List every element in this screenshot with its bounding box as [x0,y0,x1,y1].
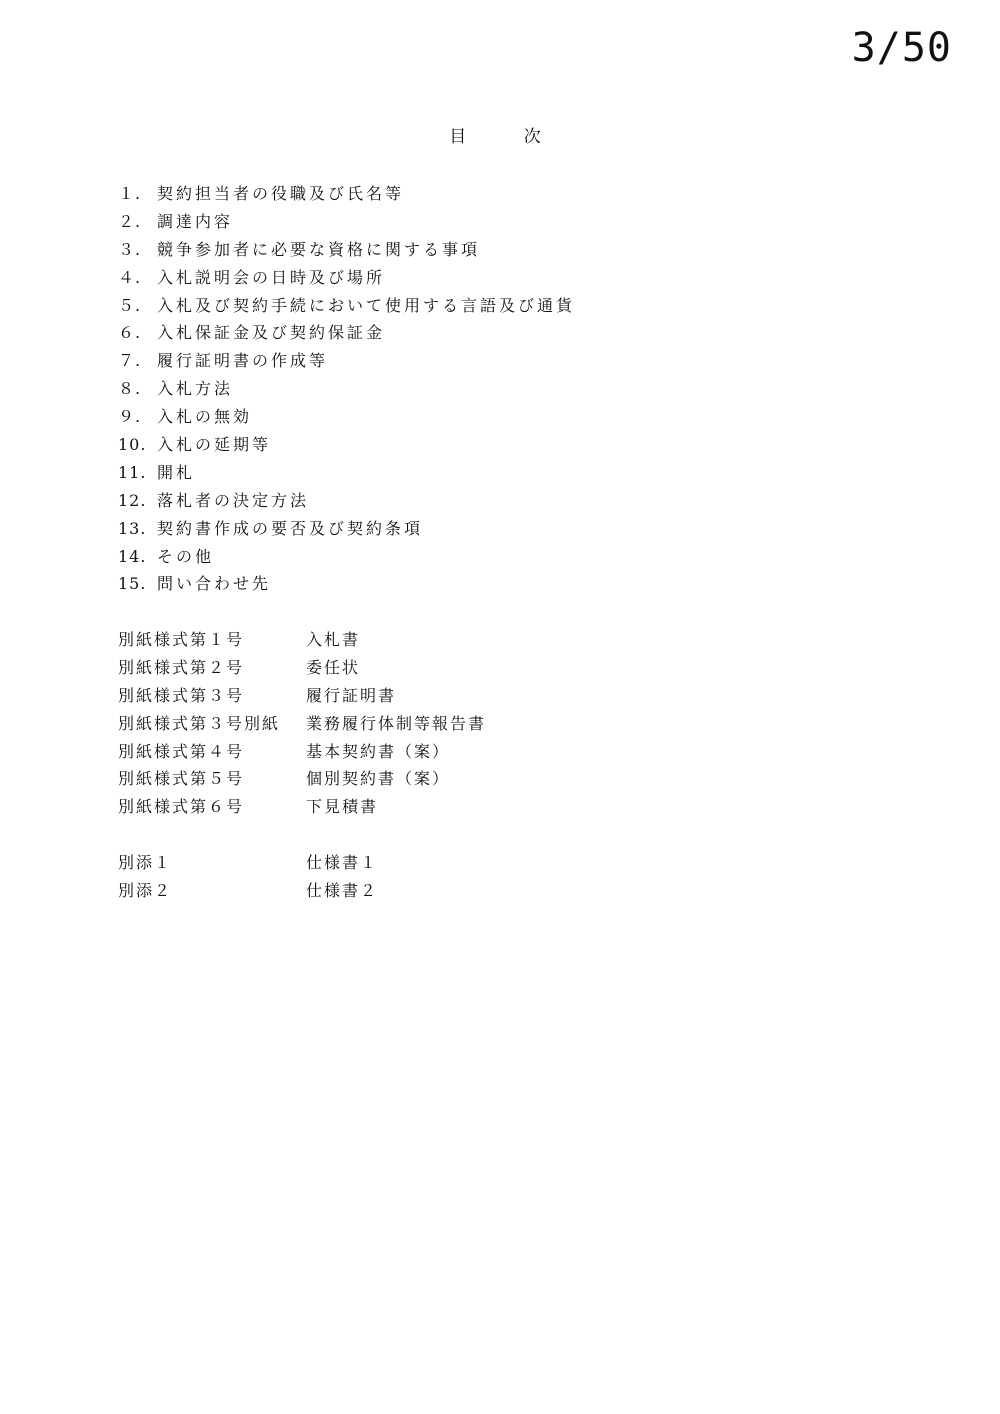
form-item [118,765,486,793]
form-code: 別紙様式第３号 [118,685,245,705]
form-item [118,682,486,710]
toc-item-number: ２. [118,211,142,231]
toc-item [118,292,575,320]
toc-item-number: ３. [118,239,142,259]
annex-name: 仕様書２ [306,880,379,900]
toc-item-number: ４. [118,267,142,287]
toc-item-number: 14. [118,546,147,566]
toc-item-label: 開札 [157,462,196,482]
toc-item-label: 履行証明書の作成等 [157,351,329,371]
form-name: 基本契約書（案） [306,741,451,761]
toc-item-number: 10. [118,435,147,455]
toc-item-label: 入札方法 [157,379,234,399]
toc-item-label: 調達内容 [157,211,234,231]
toc-item [118,208,575,236]
form-code: 別紙様式第３号別紙 [118,713,281,733]
toc-item [118,180,575,208]
toc-item-number: １. [118,184,142,203]
annex-item [118,849,378,877]
toc-item-label: 契約書作成の要否及び契約条項 [157,518,424,538]
toc-item-number: ７. [118,351,142,371]
form-name: 下見積書 [306,797,379,817]
toc-item-label: 入札及び契約手続において使用する言語及び通貨 [157,295,576,315]
toc-item-number: ６. [118,323,142,343]
toc-item-number: 15. [118,574,147,594]
toc-item [118,375,575,403]
toc-item [118,515,575,543]
attached-forms-list [118,626,486,821]
table-of-contents [118,180,575,598]
form-item [118,626,486,654]
form-item [118,793,486,821]
toc-item-number: 12. [118,490,147,510]
toc-item-number: ５. [118,295,142,315]
annex-code: 別添２ [118,880,173,900]
form-name: 業務履行体制等報告書 [306,713,487,733]
toc-item [118,459,575,487]
form-name: 履行証明書 [306,685,397,705]
toc-item [118,487,575,515]
toc-item-label: 入札の延期等 [157,435,272,455]
toc-item [118,264,575,292]
toc-item-number: 13. [118,518,147,538]
toc-item [118,570,575,598]
form-code: 別紙様式第６号 [118,797,245,817]
toc-item [118,319,575,347]
toc-item [118,236,575,264]
form-code: 別紙様式第１号 [118,630,245,649]
page-title: 目 次 [449,127,567,147]
form-code: 別紙様式第２号 [118,657,245,677]
form-item [118,738,486,766]
toc-item-number: ８. [118,379,142,399]
toc-item-label: 競争参加者に必要な資格に関する事項 [157,239,481,259]
annex-list [118,849,378,905]
form-code: 別紙様式第４号 [118,741,245,761]
toc-item-label: 入札保証金及び契約保証金 [157,323,386,343]
toc-item-label: 契約担当者の役職及び氏名等 [157,184,405,203]
toc-item-label: 入札の無効 [157,407,253,427]
form-name: 個別契約書（案） [306,769,451,789]
toc-item-label: 入札説明会の日時及び場所 [157,267,386,287]
annex-name: 仕様書１ [306,853,379,872]
toc-item [118,403,575,431]
form-code: 別紙様式第５号 [118,769,245,789]
toc-item-number: ９. [118,407,142,427]
toc-item-label: その他 [157,546,215,566]
form-name: 委任状 [306,657,361,677]
toc-item [118,543,575,571]
page-number: 3/50 [851,25,952,71]
annex-item [118,877,378,905]
annex-code: 別添１ [118,853,173,872]
toc-item [118,347,575,375]
toc-item-number: 11. [118,462,147,482]
toc-item [118,431,575,459]
toc-item-label: 問い合わせ先 [157,574,272,594]
form-name: 入札書 [306,630,361,649]
form-item [118,654,486,682]
form-item [118,710,486,738]
toc-item-label: 落札者の決定方法 [157,490,310,510]
